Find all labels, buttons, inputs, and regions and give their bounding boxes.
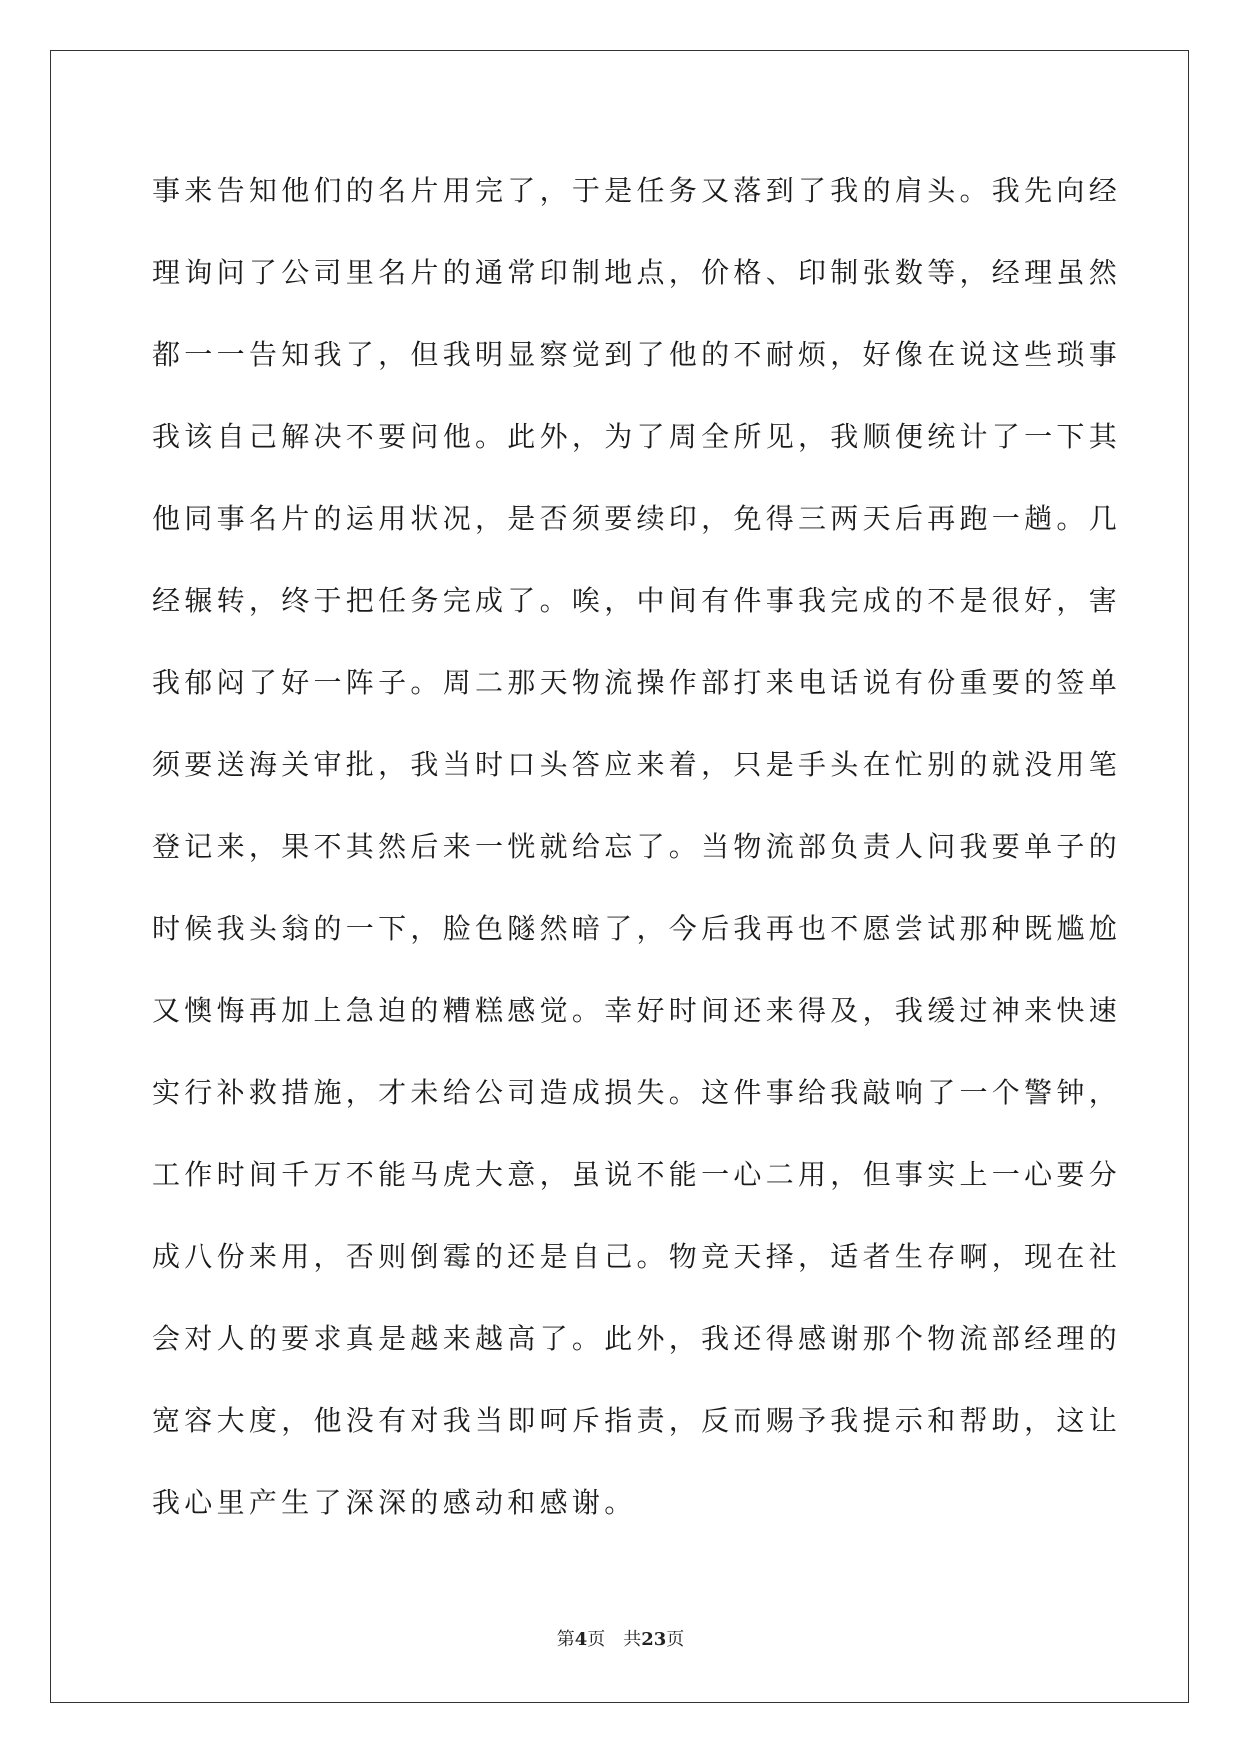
text-line: 他同事名片的运用状况，是否须要续印，免得三两天后再跑一趟。几 <box>152 502 1122 535</box>
text-line: 我心里产生了深深的感动和感谢。 <box>152 1486 637 1519</box>
text-line: 我郁闷了好一阵子。周二那天物流操作部打来电话说有份重要的签单 <box>152 666 1122 699</box>
total-pages: 23 <box>641 1629 667 1650</box>
total-label-prefix: 共 <box>623 1629 642 1650</box>
text-line: 理询问了公司里名片的通常印制地点，价格、印制张数等，经理虽然 <box>152 256 1122 289</box>
text-line: 事来告知他们的名片用完了，于是任务又落到了我的肩头。我先向经 <box>152 174 1122 207</box>
text-line: 成八份来用，否则倒霉的还是自己。物竞天择，适者生存啊，现在社 <box>152 1240 1122 1273</box>
text-line: 工作时间千万不能马虎大意，虽说不能一心二用，但事实上一心要分 <box>152 1158 1122 1191</box>
text-line: 登记来，果不其然后来一恍就给忘了。当物流部负责人问我要单子的 <box>152 830 1122 863</box>
page-number: 4 <box>574 1629 588 1650</box>
text-line: 又懊悔再加上急迫的糟糕感觉。幸好时间还来得及，我缓过神来快速 <box>152 994 1122 1027</box>
page-footer <box>0 1628 1241 1652</box>
page-label-prefix: 第 <box>556 1629 575 1650</box>
body-text <box>152 160 1122 1554</box>
text-line: 实行补救措施，才未给公司造成损失。这件事给我敲响了一个警钟， <box>152 1076 1122 1109</box>
text-line: 会对人的要求真是越来越高了。此外，我还得感谢那个物流部经理的 <box>152 1322 1122 1355</box>
text-line: 时候我头翁的一下，脸色隧然暗了，今后我再也不愿尝试那种既尴尬 <box>152 912 1122 945</box>
text-line: 经辗转，终于把任务完成了。唉，中间有件事我完成的不是很好，害 <box>152 584 1122 617</box>
page-label-suffix: 页 <box>587 1629 606 1650</box>
text-line: 都一一告知我了，但我明显察觉到了他的不耐烦，好像在说这些琐事 <box>152 338 1122 371</box>
total-label-suffix: 页 <box>666 1629 685 1650</box>
text-line: 宽容大度，他没有对我当即呵斥指责，反而赐予我提示和帮助，这让 <box>152 1404 1122 1437</box>
text-line: 须要送海关审批，我当时口头答应来着，只是手头在忙别的就没用笔 <box>152 748 1122 781</box>
text-line: 我该自己解决不要问他。此外，为了周全所见，我顺便统计了一下其 <box>152 420 1122 453</box>
